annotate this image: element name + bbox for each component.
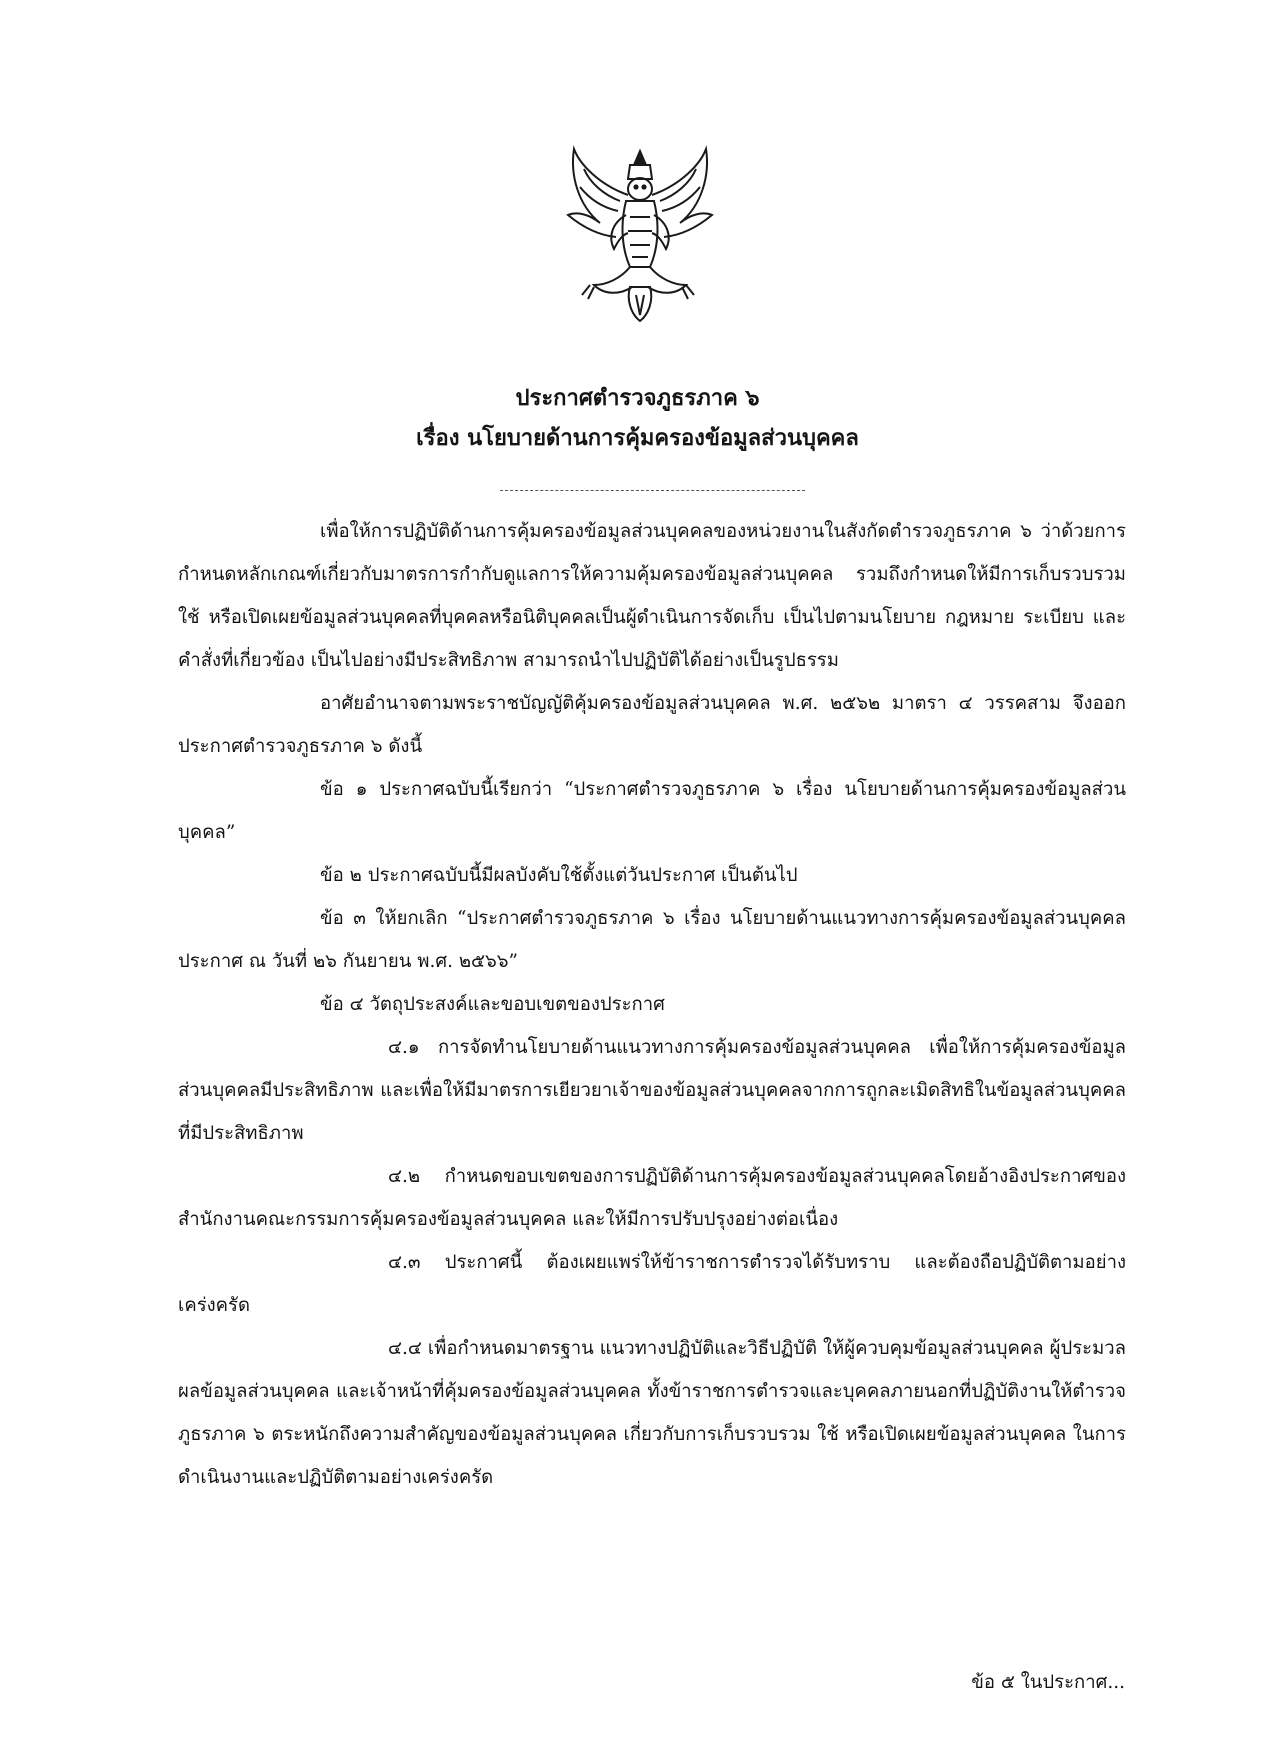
- paragraph-clause-4-2: ๔.๒ กำหนดขอบเขตของการปฏิบัติด้านการคุ้มครองข้อมูลส่วนบุคคลโดยอ้างอิงประกาศของสำนักงานคณะกรรมการคุ้มครองข้อมูลส่วนบุคคล และให้มีการปรับปรุงอย่างต่อเนื่อง: [178, 1166, 1126, 1230]
- title-divider: [500, 490, 805, 491]
- paragraph-authority: อาศัยอำนาจตามพระราชบัญญัติคุ้มครองข้อมูลส่วนบุคคล พ.ศ. ๒๕๖๒ มาตรา ๔ วรรคสาม จึงออกประกาศตำรวจภูธรภาค ๖ ดังนี้: [178, 693, 1126, 757]
- paragraph-clause-4-3: ๔.๓ ประกาศนี้ ต้องเผยแพร่ให้ข้าราชการตำรวจได้รับทราบ และต้องถือปฏิบัติตามอย่างเคร่งครัด: [178, 1252, 1126, 1316]
- paragraph-clause-1: ข้อ ๑ ประกาศฉบับนี้เรียกว่า “ประกาศตำรวจภูธรภาค ๖ เรื่อง นโยบายด้านการคุ้มครองข้อมูลส่วนบุคคล”: [178, 779, 1126, 843]
- paragraph-clause-4-4: ๔.๔ เพื่อกำหนดมาตรฐาน แนวทางปฏิบัติและวิธีปฏิบัติ ให้ผู้ควบคุมข้อมูลส่วนบุคคล ผู้ประมวลผลข้อมูลส่วนบุคคล และเจ้าหน้าที่คุ้มครองข้อมูลส่วนบุคคล ทั้งข้าราชการตำรวจและบุคคลภายนอกที่ปฏิบัติงานให้ตำรวจภูธรภาค ๖ ตระหนักถึงความสำคัญของข้อมูลส่วนบุคคล เกี่ยวกับการเก็บรวบรวม ใช้ หรือเปิดเผยข้อมูลส่วนบุคคล ในการดำเนินงานและปฏิบัติตามอย่างเคร่งครัด: [178, 1338, 1126, 1488]
- title-line-2: เรื่อง นโยบายด้านการคุ้มครองข้อมูลส่วนบุคคล: [416, 425, 859, 451]
- paragraph-preamble: เพื่อให้การปฏิบัติด้านการคุ้มครองข้อมูลส่วนบุคคลของหน่วยงานในสังกัดตำรวจภูธรภาค ๖ ว่าด้วยการกำหนดหลักเกณฑ์เกี่ยวกับมาตรการกำกับดูแลการให้ความคุ้มครองข้อมูลส่วนบุคคล รวมถึงกำหนดให้มีการเก็บรวบรวม ใช้ หรือเปิดเผยข้อมูลส่วนบุคคลที่บุคคลหรือนิติบุคคลเป็นผู้ดำเนินการจัดเก็บ เป็นไปตามนโยบาย กฎหมาย ระเบียบ และคำสั่งที่เกี่ยวข้อง เป็นไปอย่างมีประสิทธิภาพ สามารถนำไปปฏิบัติได้อย่างเป็นรูปธรรม: [178, 521, 1126, 671]
- page-continuation: ข้อ ๕ ในประกาศ...: [971, 1672, 1125, 1693]
- garuda-emblem-icon: [560, 145, 720, 325]
- document-title: [0, 378, 1275, 458]
- paragraph-clause-2: ข้อ ๒ ประกาศฉบับนี้มีผลบังคับใช้ตั้งแต่วันประกาศ เป็นต้นไป: [320, 865, 798, 886]
- title-line-1: ประกาศตำรวจภูธรภาค ๖: [515, 385, 760, 411]
- paragraph-clause-3: ข้อ ๓ ให้ยกเลิก “ประกาศตำรวจภูธรภาค ๖ เรื่อง นโยบายด้านแนวทางการคุ้มครองข้อมูลส่วนบุคคล ประกาศ ณ วันที่ ๒๖ กันยายน พ.ศ. ๒๕๖๖”: [178, 908, 1126, 972]
- paragraph-clause-4-1: ๔.๑ การจัดทำนโยบายด้านแนวทางการคุ้มครองข้อมูลส่วนบุคคล เพื่อให้การคุ้มครองข้อมูลส่วนบุคคลมีประสิทธิภาพ และเพื่อให้มีมาตรการเยียวยาเจ้าของข้อมูลส่วนบุคคลจากการถูกละเมิดสิทธิในข้อมูลส่วนบุคคลที่มีประสิทธิภาพ: [178, 1037, 1126, 1144]
- document-body: [178, 510, 1126, 1499]
- paragraph-clause-4: ข้อ ๔ วัตถุประสงค์และขอบเขตของประกาศ: [320, 994, 665, 1015]
